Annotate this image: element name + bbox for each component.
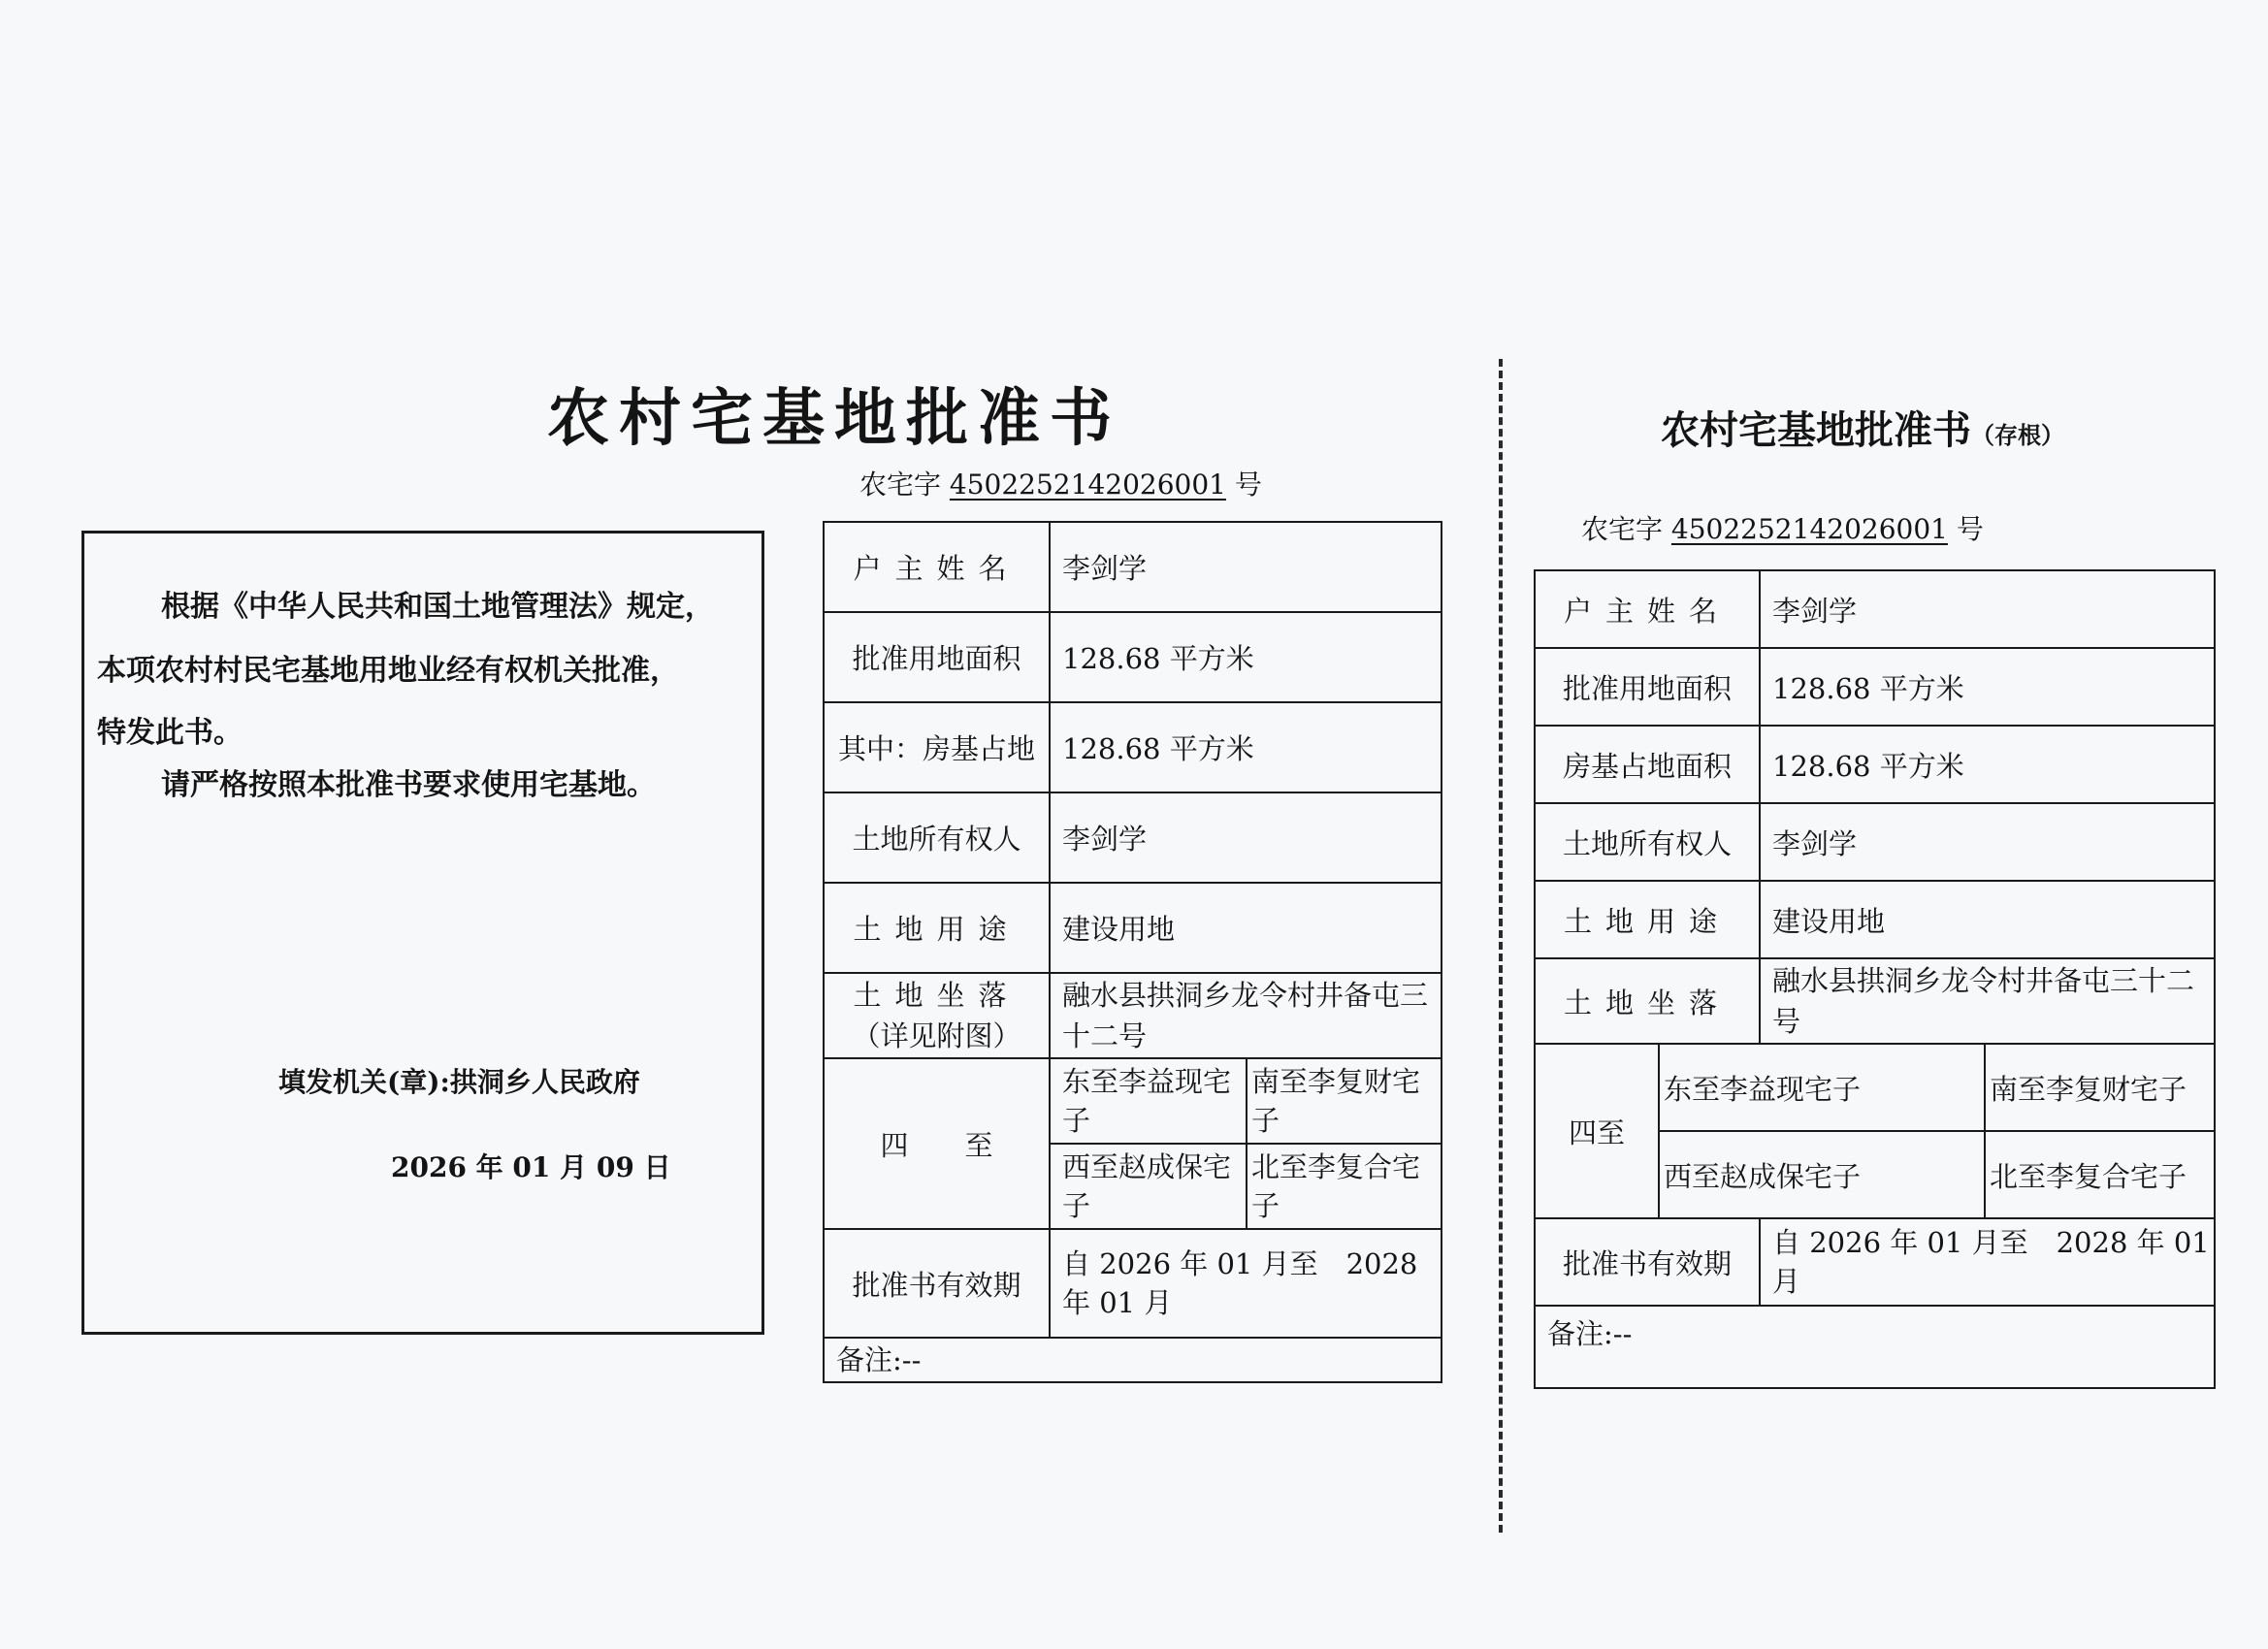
boundary-south: 南至李复财宅子 [1247,1058,1442,1144]
stub-boundary-east: 东至李益现宅子 [1659,1044,1985,1131]
boundaries-label: 四 至 [824,1058,1050,1229]
land-owner-value: 李剑学 [1050,792,1442,883]
stub-area-label: 批准用地面积 [1535,648,1760,726]
stub-location-value: 融水县拱洞乡龙令村井备屯三十二号 [1760,958,2215,1044]
table-row [1535,1306,2215,1388]
validity-label: 批准书有效期 [824,1229,1050,1338]
issue-date: 2026 年 01 月 09 日 [391,1151,671,1183]
stub-doc-no-prefix: 农宅字 [1581,513,1664,545]
cut-line [1499,359,1503,1533]
location-note: （详见附图） [852,1019,1021,1052]
stub-boundaries-label: 四至 [1535,1044,1659,1218]
table-row [824,612,1442,702]
stub-house-area-label: 房基占地面积 [1535,726,1760,803]
land-use-value: 建设用地 [1050,883,1442,973]
stub-land-owner-value: 李剑学 [1760,803,2215,881]
doc-no-value: 4502252142026001 [949,469,1226,501]
location-label: 土地坐落 [853,979,1021,1012]
area-label: 批准用地面积 [824,612,1050,702]
table-row [1535,803,2215,881]
validity-value: 自 2026 年 01 月至 2028 年 01 月 [1050,1229,1442,1338]
stub-title-suffix: （存根） [1971,421,2064,449]
boundary-west: 西至赵成保宅子 [1050,1144,1247,1229]
house-area-label: 其中：房基占地 [824,702,1050,792]
table-row [1535,1218,2215,1306]
table-row [824,1338,1442,1382]
certificate-table [823,521,1442,1383]
certificate-title: 农村宅基地批准书 [547,382,1121,455]
area-value: 128.68 平方米 [1050,612,1442,702]
statement-line-3: 特发此书。 [97,716,243,750]
stub-location-label: 土地坐落 [1535,958,1760,1044]
doc-no-suffix: 号 [1234,469,1262,501]
table-row [824,792,1442,883]
table-row [1535,1044,2215,1131]
owner-label: 户主姓名 [824,522,1050,612]
house-area-value: 128.68 平方米 [1050,702,1442,792]
stub-boundary-west: 西至赵成保宅子 [1659,1131,1985,1218]
statement-line-4: 请严格按照本批准书要求使用宅基地。 [161,768,656,802]
table-row [1535,648,2215,726]
table-row [1535,881,2215,958]
table-row [1535,726,2215,803]
stub-doc-no-suffix: 号 [1956,513,1984,545]
statement-line-1: 根据《中华人民共和国土地管理法》规定， [161,590,714,624]
land-owner-label: 土地所有权人 [824,792,1050,883]
stub-land-use-label: 土地用途 [1535,881,1760,958]
stub-house-area-value: 128.68 平方米 [1760,726,2215,803]
location-value: 融水县拱洞乡龙令村井备屯三十二号 [1050,973,1442,1058]
table-row [824,883,1442,973]
table-row [1535,570,2215,648]
stub-validity-label: 批准书有效期 [1535,1218,1760,1306]
table-row [824,1058,1442,1144]
stub-boundary-south: 南至李复财宅子 [1985,1044,2215,1131]
stub-owner-label: 户主姓名 [1535,570,1760,648]
stub-land-owner-label: 土地所有权人 [1535,803,1760,881]
statement-line-2: 本项农村村民宅基地用地业经有权机关批准， [97,654,679,688]
boundary-east: 东至李益现宅子 [1050,1058,1247,1144]
table-row [824,522,1442,612]
stub-remarks: 备注:-- [1535,1306,2215,1388]
stub-area-value: 128.68 平方米 [1760,648,2215,726]
stub-table [1534,569,2216,1389]
stub-land-use-value: 建设用地 [1760,881,2215,958]
stub-document-number [1581,508,1984,547]
document-number [859,464,1262,502]
remarks: 备注:-- [824,1338,1442,1382]
doc-no-prefix: 农宅字 [859,469,942,501]
table-row [824,1229,1442,1338]
location-label-cell [824,973,1050,1058]
stub-title [1661,400,2064,455]
table-row [824,973,1442,1058]
stub-owner-value: 李剑学 [1760,570,2215,648]
issuing-authority: 填发机关(章):拱洞乡人民政府 [278,1066,640,1098]
stub-title-text: 农村宅基地批准书 [1661,407,1971,453]
table-row [824,702,1442,792]
stub-doc-no-value: 4502252142026001 [1670,513,1948,545]
stub-validity-value: 自 2026 年 01 月至 2028 年 01 月 [1760,1218,2215,1306]
owner-value: 李剑学 [1050,522,1442,612]
boundary-north: 北至李复合宅子 [1247,1144,1442,1229]
stub-boundary-north: 北至李复合宅子 [1985,1131,2215,1218]
land-use-label: 土地用途 [824,883,1050,973]
table-row [1535,958,2215,1044]
